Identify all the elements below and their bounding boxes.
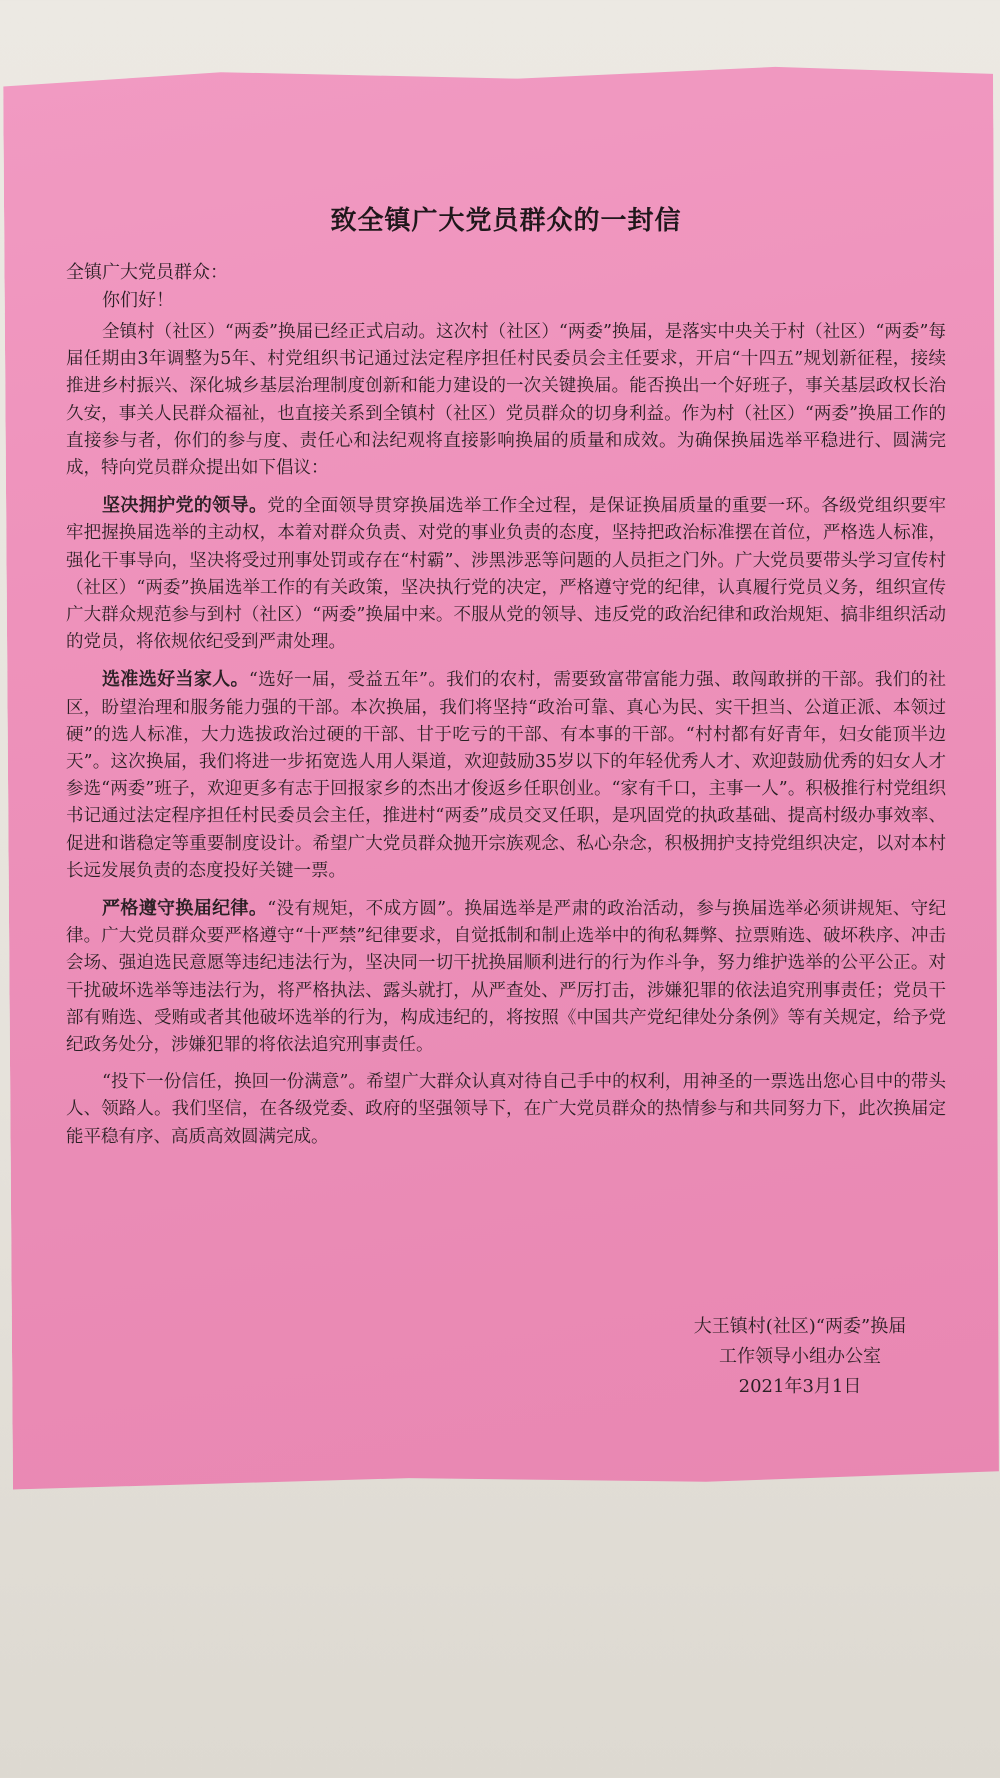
- signature-org-line1: 大王镇村(社区)“两委”换届: [693, 1316, 907, 1337]
- closing-paragraph: “投下一份信任，换回一份满意”。希望广大群众认真对待自己手中的权利，用神圣的一票选出您心目中的带头人、领路人。我们坚信，在各级党委、政府的坚强领导下，在广大党员群众的热情参与和共同努力下，此次换届定能平稳有序、高质高效圆满完成。: [66, 1072, 946, 1147]
- signature-org-line2: 工作领导小组办公室: [719, 1346, 881, 1367]
- section-party-leadership: [66, 492, 946, 656]
- signature-date: 2021年3月1日: [738, 1376, 862, 1397]
- section-text: 党的全面领导贯穿换届选举工作全过程，是保证换届质量的重要一环。各级党组织要牢牢把握换届选举的主动权，本着对群众负责、对党的事业负责的态度，坚持把政治标准摆在首位，严格选人标准，强化干事导向，坚决将受过刑事处罚或存在“村霸”、涉黑涉恶等问题的人员拒之门外。广大党员要带头学习宣传村（社区）“两委”换届选举工作的有关政策，坚决执行党的决定，严格遵守党的纪律，认真履行党员义务，组织宣传广大群众规范参与到村（社区）“两委”换届中来。不服从党的领导、违反党的政治纪律和政治规矩、搞非组织活动的党员，将依规依纪受到严肃处理。: [66, 496, 946, 653]
- section-lead: 选准选好当家人。: [102, 669, 249, 691]
- section-lead: 严格遵守换届纪律。: [102, 898, 268, 920]
- section-election-discipline: [66, 895, 946, 1059]
- greeting: 你们好！: [102, 290, 174, 311]
- salutation: 全镇广大党员群众：: [66, 262, 228, 283]
- section-text: “选好一届，受益五年”。我们的农村，需要致富带富能力强、敢闯敢拼的干部。我们的社区，盼望治理和服务能力强的干部。本次换届，我们将坚持“政治可靠、真心为民、实干担当、公道正派、本领过硬”的选人标准，大力选拔政治过硬的干部、甘于吃亏的干部、有本事的干部。“村村都有好青年，妇女能顶半边天”。这次换届，我们将进一步拓宽选人用人渠道，欢迎鼓励35岁以下的年轻优秀人才、欢迎鼓励优秀的妇女人才参选“两委”班子，欢迎更多有志于回报家乡的杰出才俊返乡任职创业。“家有千口，主事一人”。积极推行村党组织书记通过法定程序担任村民委员会主任，推进村“两委”成员交叉任职，是巩固党的执政基础、提高村级办事效率、促进和谐稳定等重要制度设计。希望广大党员群众抛开宗族观念、私心杂念，积极拥护支持党组织决定，以对本村长远发展负责的态度投好关键一票。: [66, 670, 947, 881]
- letter-body: [66, 200, 946, 1161]
- intro-paragraph: 全镇村（社区）“两委”换届已经正式启动。这次村（社区）“两委”换届，是落实中央关于村（社区）“两委”每届任期由3年调整为5年、村党组织书记通过法定程序担任村民委员会主任要求，开启“十四五”规划新征程，接续推进乡村振兴、深化城乡基层治理制度创新和能力建设的一次关键换届。能否换出一个好班子，事关基层政权长治久安，事关人民群众福祉，也直接关系到全镇村（社区）党员群众的切身利益。作为村（社区）“两委”换届工作的直接参与者，你们的参与度、责任心和法纪观将直接影响换届的质量和成效。为确保换届选举平稳进行、圆满完成，特向党员群众提出如下倡议：: [66, 322, 946, 479]
- letter-title: 致全镇广大党员群众的一封信: [330, 206, 682, 236]
- section-lead: 坚决拥护党的领导。: [102, 495, 268, 517]
- section-choose-leaders: [66, 666, 946, 885]
- signature-block: [640, 1312, 960, 1402]
- section-text: “没有规矩，不成方圆”。换届选举是严肃的政治活动，参与换届选举必须讲规矩、守纪律。广大党员群众要严格遵守“十严禁”纪律要求，自觉抵制和制止选举中的徇私舞弊、拉票贿选、破坏秩序、冲击会场、强迫选民意愿等违纪违法行为，坚决同一切干扰换届顺利进行的行为作斗争，努力维护选举的公平公正。对干扰破坏选举等违法行为，将严格执法、露头就打，从严查处、严厉打击，涉嫌犯罪的依法追究刑事责任；党员干部有贿选、受贿或者其他破坏选举的行为，构成违纪的，将按照《中国共产党纪律处分条例》等有关规定，给予党纪政务处分，涉嫌犯罪的将依法追究刑事责任。: [66, 899, 947, 1056]
